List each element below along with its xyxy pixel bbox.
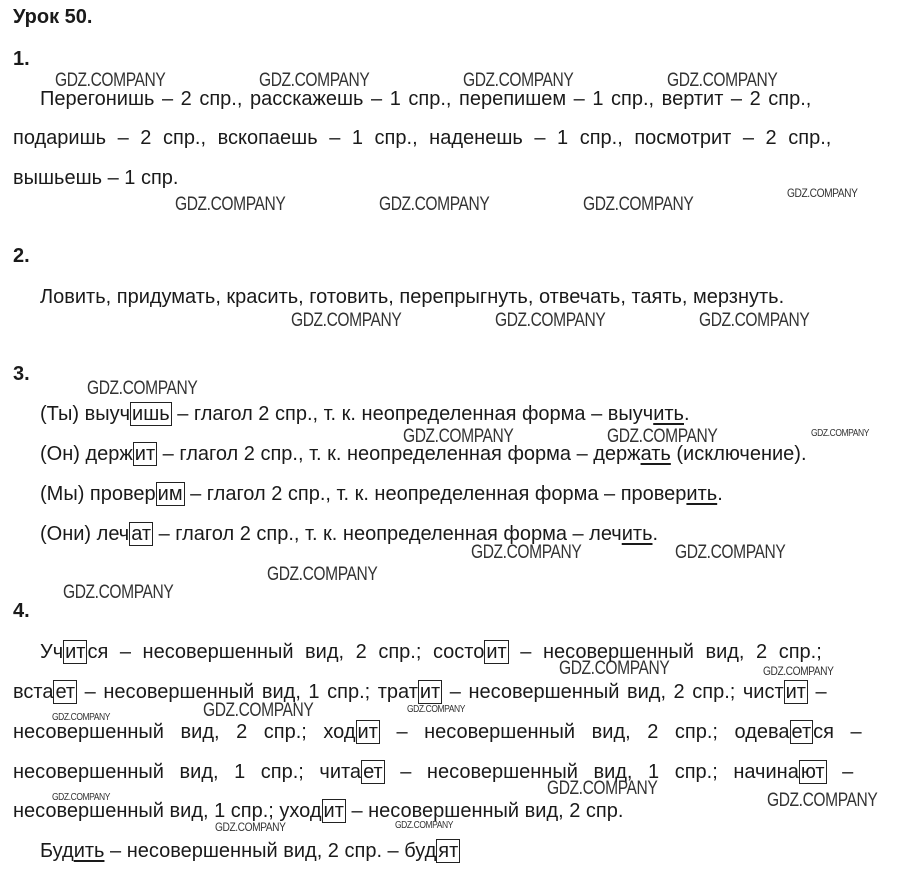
ending-box: ят: [438, 840, 459, 862]
section-2-number: 2.: [13, 245, 30, 267]
text: (Мы) провер: [40, 483, 156, 505]
ending-box: ет: [363, 761, 383, 783]
text: –: [826, 761, 854, 783]
ending-box: ет: [791, 721, 812, 743]
text: – глагол 2 спр., т. к. неопределенная форма – леч: [153, 523, 622, 545]
text: .: [652, 523, 659, 545]
text: (Они) леч: [40, 523, 130, 545]
section-3-row-3: [40, 482, 723, 506]
text: ся – несовершенный вид, 2 спр.; состо: [87, 641, 485, 663]
watermark: GDZ.COMPANY: [667, 70, 778, 91]
section-3-row-2: [40, 442, 807, 466]
lesson-title: Урок 50.: [13, 6, 93, 28]
section-4-line-3: [13, 720, 862, 744]
watermark: GDZ.COMPANY: [215, 820, 286, 834]
watermark: GDZ.COMPANY: [495, 310, 606, 331]
section-1-number: 1.: [13, 48, 30, 70]
watermark: GDZ.COMPANY: [63, 582, 174, 603]
watermark: GDZ.COMPANY: [52, 712, 110, 723]
ending-box: ит: [785, 681, 806, 703]
watermark: GDZ.COMPANY: [463, 70, 574, 91]
watermark: GDZ.COMPANY: [175, 194, 286, 215]
text: –: [807, 681, 827, 703]
text: – несовершенный вид, 2 спр.;: [508, 641, 822, 663]
watermark: GDZ.COMPANY: [259, 70, 370, 91]
section-3-row-4: [40, 522, 658, 546]
section-4-line-1: [40, 640, 822, 664]
ending-box: ишь: [132, 403, 170, 425]
text: (Он) держ: [40, 443, 133, 465]
text: несовершенный вид, 1 спр.; чита: [13, 761, 362, 783]
watermark: GDZ.COMPANY: [787, 186, 858, 200]
watermark: GDZ.COMPANY: [52, 792, 110, 803]
text: – несовершенный вид, 2 спр.; одева: [379, 721, 790, 743]
watermark: GDZ.COMPANY: [407, 704, 465, 715]
watermark: GDZ.COMPANY: [811, 428, 869, 439]
watermark: GDZ.COMPANY: [583, 194, 694, 215]
watermark: GDZ.COMPANY: [403, 426, 514, 447]
ending-box: ит: [65, 641, 86, 663]
ending-box: ет: [55, 681, 76, 703]
watermark: GDZ.COMPANY: [559, 658, 670, 679]
section-4-line-4: [13, 760, 853, 784]
ending-box: ат: [131, 523, 152, 545]
watermark: GDZ.COMPANY: [767, 790, 878, 811]
ending-box: ит: [419, 681, 441, 703]
watermark: GDZ.COMPANY: [471, 542, 582, 563]
ending-box: ит: [323, 800, 344, 822]
watermark: GDZ.COMPANY: [547, 778, 658, 799]
text: (Ты) выуч: [40, 403, 131, 425]
text: – несовершенный вид, 1 спр.; начина: [384, 761, 799, 783]
text: – несовершенный вид, 2 спр.: [345, 800, 624, 822]
section-4-line-2: [13, 680, 827, 704]
watermark: GDZ.COMPANY: [55, 70, 166, 91]
text: Уч: [40, 641, 64, 663]
suffix-underline: ить: [621, 523, 653, 545]
ending-box: им: [157, 483, 183, 505]
text: – глагол 2 спр., т. к. неопределенная форма – провер: [184, 483, 687, 505]
ending-box: ит: [357, 721, 378, 743]
ending-box: ит: [134, 443, 156, 465]
text: ся –: [813, 721, 862, 743]
text: – несовершенный вид, 2 спр.; чист: [442, 681, 784, 703]
text: вста: [13, 681, 54, 703]
section-1-line-2: подаришь – 2 спр., вскопаешь – 1 спр., наденешь – 1 спр., посмотрит – 2 спр.,: [13, 127, 832, 149]
section-3-number: 3.: [13, 363, 30, 385]
section-2-line-1: Ловить, придумать, красить, готовить, перепрыгнуть, отвечать, таять, мерзнуть.: [40, 286, 785, 308]
section-4-number: 4.: [13, 600, 30, 622]
watermark: GDZ.COMPANY: [395, 820, 453, 831]
text: .: [717, 483, 723, 505]
text: – несовершенный вид, 1 спр.; трат: [77, 681, 418, 703]
suffix-underline: ить: [73, 840, 105, 862]
section-3-row-1: [40, 402, 690, 426]
text: Буд: [40, 840, 74, 862]
watermark: GDZ.COMPANY: [763, 664, 834, 678]
ending-box: ют: [800, 761, 825, 783]
watermark: GDZ.COMPANY: [291, 310, 402, 331]
suffix-underline: ить: [686, 483, 718, 505]
watermark: GDZ.COMPANY: [699, 310, 810, 331]
text: несовершенный вид, 2 спр.; ход: [13, 721, 356, 743]
section-4-line-5: [13, 799, 623, 823]
text: – глагол 2 спр., т. к. неопределенная форма – держ: [157, 443, 641, 465]
section-1-line-3: вышьешь – 1 спр.: [13, 167, 179, 189]
suffix-underline: ать: [640, 443, 671, 465]
text: .: [683, 403, 690, 425]
suffix-underline: ить: [653, 403, 684, 425]
ending-box: ит: [486, 641, 507, 663]
watermark: GDZ.COMPANY: [379, 194, 490, 215]
watermark: GDZ.COMPANY: [267, 564, 378, 585]
text: – несовершенный вид, 2 спр. – буд: [104, 840, 437, 862]
watermark: GDZ.COMPANY: [203, 700, 314, 721]
section-4-line-6: [40, 839, 460, 863]
text: (исключение).: [670, 443, 807, 465]
watermark: GDZ.COMPANY: [87, 378, 198, 399]
watermark: GDZ.COMPANY: [675, 542, 786, 563]
watermark: GDZ.COMPANY: [607, 426, 718, 447]
section-1-line-1: Перегонишь – 2 спр., расскажешь – 1 спр., перепишем – 1 спр., вертит – 2 спр.,: [40, 88, 812, 110]
text: – глагол 2 спр., т. к. неопределенная форма – выуч: [171, 403, 654, 425]
text: несовершенный вид, 1 спр.; уход: [13, 800, 322, 822]
